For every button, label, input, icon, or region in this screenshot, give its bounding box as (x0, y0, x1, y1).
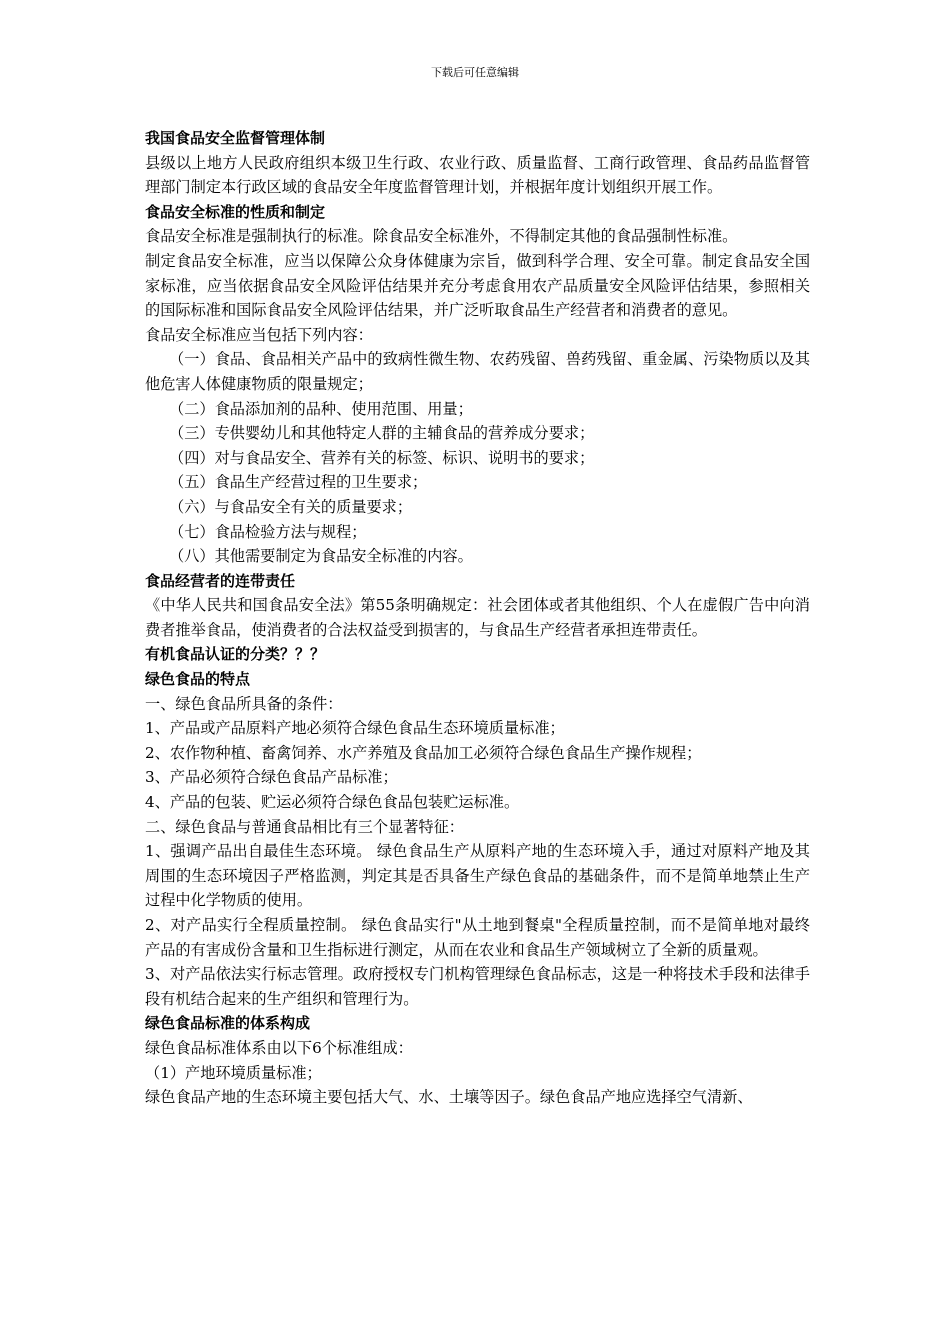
paragraph: 《中华人民共和国食品安全法》第55条明确规定：社会团体或者其他组织、个人在虚假广告中向消费者推举食品，使消费者的合法权益受到损害的，与食品生产经营者承担连带责任。 (145, 596, 810, 639)
section-heading: 我国食品安全监督管理体制 (145, 129, 326, 147)
section-heading: 绿色食品的特点 (145, 670, 251, 689)
page-header-note: 下载后可任意编辑 (431, 66, 519, 79)
paragraph: 1、产品或产品原料产地必须符合绿色食品生态环境质量标准； (145, 719, 565, 738)
list-item: （八）其他需要制定为食品安全标准的内容。 (169, 547, 473, 566)
paragraph: 4、产品的包装、贮运必须符合绿色食品包装贮运标准。 (145, 793, 520, 812)
paragraph: 3、对产品依法实行标志管理。政府授权专门机构管理绿色食品标志，这是一种将技术手段和法律手段有机结合起来的生产组织和管理行为。 (145, 965, 810, 1008)
section-heading: 有机食品认证的分类？？？ (145, 645, 326, 664)
list-item: （七）食品检验方法与规程； (169, 522, 367, 541)
paragraph: 1、强调产品出自最佳生态环境。 绿色食品生产从原料产地的生态环境入手，通过对原料产地及其周围的生态环境因子严格监测，判定其是否具备生产绿色食品的基础条件，而不是简单地禁止生产过程中化学物质的使用。 (145, 842, 810, 910)
section-heading: 绿色食品标准的体系构成 (145, 1014, 311, 1033)
paragraph: 2、农作物种植、畜禽饲养、水产养殖及食品加工必须符合绿色食品生产操作规程； (145, 743, 702, 762)
paragraph: 3、产品必须符合绿色食品产品标准； (145, 768, 398, 787)
list-item: （三）专供婴幼儿和其他特定人群的主辅食品的营养成分要求； (169, 424, 595, 443)
paragraph: （1）产地环境质量标准； (145, 1063, 322, 1082)
paragraph: 绿色食品产地的生态环境主要包括大气、水、土壤等因子。绿色食品产地应选择空气清新、 (145, 1088, 753, 1107)
list-item: （五）食品生产经营过程的卫生要求； (169, 473, 428, 492)
paragraph: 食品安全标准应当包括下列内容： (145, 325, 373, 344)
paragraph: 一、绿色食品所具备的条件： (145, 694, 343, 713)
paragraph: 食品安全标准是强制执行的标准。除食品安全标准外，不得制定其他的食品强制性标准。 (145, 227, 738, 246)
paragraph: 县级以上地方人民政府组织本级卫生行政、农业行政、质量监督、工商行政管理、食品药品监督管理部门制定本行政区域的食品安全年度监督管理计划，并根据年度计划组织开展工作。 (145, 153, 810, 197)
paragraph: 制定食品安全标准，应当以保障公众身体健康为宗旨，做到科学合理、安全可靠。制定食品安全国家标准，应当依据食品安全风险评估结果并充分考虑食用农产品质量安全风险评估结果，参照相关的国际标准和国际食品安全风险评估结果，并广泛听取食品生产经营者和消费者的意见。 (145, 251, 810, 320)
paragraph: 绿色食品标准体系由以下6个标准组成： (145, 1038, 413, 1057)
list-item: （二）食品添加剂的品种、使用范围、用量； (169, 399, 473, 418)
list-item: （四）对与食品安全、营养有关的标签、标识、说明书的要求； (169, 448, 595, 467)
section-heading: 食品安全标准的性质和制定 (145, 202, 326, 221)
list-item: （六）与食品安全有关的质量要求； (169, 497, 412, 516)
section-heading: 食品经营者的连带责任 (145, 571, 296, 590)
paragraph: 二、绿色食品与普通食品相比有三个显著特征： (145, 817, 464, 836)
paragraph: 2、对产品实行全程质量控制。 绿色食品实行"从土地到餐桌"全程质量控制，而不是简单地对最终产品的有害成份含量和卫生指标进行测定，从而在农业和食品生产领域树立了全新的质量观。 (145, 916, 810, 959)
document-body (145, 126, 810, 1110)
list-item: （一）食品、食品相关产品中的致病性微生物、农药残留、兽药残留、重金属、污染物质以及其他危害人体健康物质的限量规定； (145, 350, 810, 393)
